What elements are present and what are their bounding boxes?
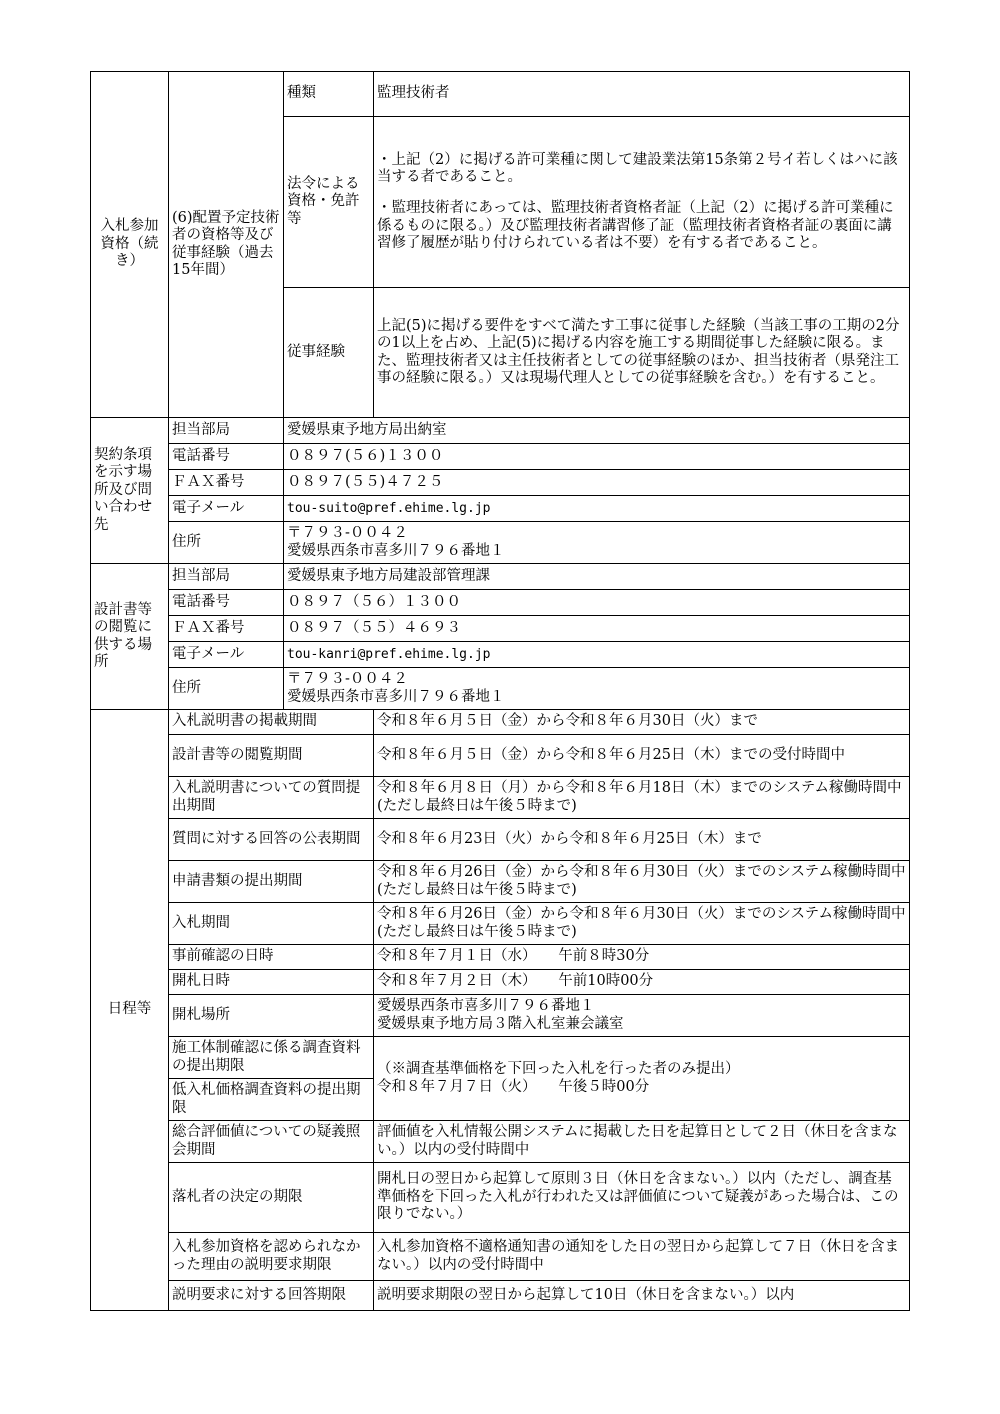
contract-dept-value: 愛媛県東予地方局出納室 (284, 418, 910, 444)
kind-label: 種類 (284, 72, 374, 117)
schedule-row-label: 説明要求に対する回答期限 (169, 1281, 374, 1311)
contract-postal-code: 〒７９３-００４２ (287, 525, 408, 542)
design-address-line: 愛媛県西条市喜多川７９６番地１ (287, 688, 505, 705)
schedule-row-label: 入札参加資格を認められなかった理由の説明要求期限 (169, 1233, 374, 1281)
survey-deadline: 令和８年７月７日（火） 午後５時00分 (377, 1078, 650, 1095)
design-address-label: 住所 (169, 668, 284, 710)
contract-email-label: 電子メール (169, 496, 284, 522)
schedule-row-label: 入札説明書の掲載期間 (169, 710, 374, 735)
bidding-sub-label: (6)配置予定技術者の資格等及び従事経験（過去15年間） (169, 72, 284, 418)
contract-email-value[interactable]: tou-suito@pref.ehime.lg.jp (284, 496, 910, 522)
contract-address-value (284, 522, 910, 564)
schedule-row-label: 開札日時 (169, 970, 374, 995)
contract-phone-value: ０８９７(５６)１３００ (284, 444, 910, 470)
experience-label: 従事経験 (284, 288, 374, 418)
contract-fax-label: ＦＡＸ番号 (169, 470, 284, 496)
schedule-row-value: 説明要求期限の翌日から起算して10日（休日を含まない。）以内 (374, 1281, 910, 1311)
law-para-2: ・監理技術者にあっては、監理技術者資格者証（上記（2）に掲げる許可業種に係るものに限る。）及び監理技術者講習修了証（監理技術者資格者証の裏面に講習修了履歴が貼り付けられている者は不要）を有する者であること。 (377, 200, 894, 252)
contract-fax-value: ０８９７(５５)４７２５ (284, 470, 910, 496)
notice-table (90, 71, 910, 1311)
design-phone-value: ０８９７（５６）１３００ (284, 590, 910, 616)
schedule-row-value: 入札参加資格不適格通知書の通知をした日の翌日から起算して７日（休日を含まない。）以内の受付時間中 (374, 1233, 910, 1281)
bidding-section-label: 入札参加資格（続き） (91, 72, 169, 418)
design-fax-label: ＦＡＸ番号 (169, 616, 284, 642)
contract-section-label: 契約条項を示す場所及び問い合わせ先 (91, 418, 169, 564)
design-dept-value: 愛媛県東予地方局建設部管理課 (284, 564, 910, 590)
law-para-1: ・上記（2）に掲げる許可業種に関して建設業法第15条第２号イ若しくはハに該当する者であること。 (377, 151, 898, 185)
design-phone-label: 電話番号 (169, 590, 284, 616)
schedule-row-label: 入札説明書についての質問提出期間 (169, 777, 374, 819)
design-address-value (284, 668, 910, 710)
opening-place-line-2: 愛媛県東予地方局３階入札室兼会議室 (377, 1015, 624, 1032)
schedule-row-label: 総合評価値についての疑義照会期間 (169, 1121, 374, 1163)
design-email-value[interactable]: tou-kanri@pref.ehime.lg.jp (284, 642, 910, 668)
schedule-section-label: 日程等 (91, 710, 169, 1311)
contract-dept-label: 担当部局 (169, 418, 284, 444)
schedule-row-label: 事前確認の日時 (169, 945, 374, 970)
schedule-row-value: 令和８年６月26日（金）から令和８年６月30日（火）までのシステム稼働時間中(ただし最終日は午後５時まで) (374, 861, 910, 903)
schedule-row-value: 令和８年７月１日（水） 午前８時30分 (374, 945, 910, 970)
opening-place-line-1: 愛媛県西条市喜多川７９６番地１ (377, 998, 595, 1015)
schedule-row-label: 開札場所 (169, 995, 374, 1037)
schedule-row-value: 評価値を入札情報公開システムに掲載した日を起算日として２日（休日を含まない。）以内の受付時間中 (374, 1121, 910, 1163)
survey-note: （※調査基準価格を下回った入札を行った者のみ提出） (377, 1061, 740, 1078)
survey-value (374, 1037, 910, 1121)
kind-value: 監理技術者 (374, 72, 910, 117)
design-dept-label: 担当部局 (169, 564, 284, 590)
schedule-row-label: 落札者の決定の期限 (169, 1163, 374, 1233)
schedule-row-label: 入札期間 (169, 903, 374, 945)
schedule-row-value (374, 995, 910, 1037)
schedule-row-value: 令和８年６月５日（金）から令和８年６月30日（火）まで (374, 710, 910, 735)
schedule-row-label: 質問に対する回答の公表期間 (169, 819, 374, 861)
experience-value: 上記(5)に掲げる要件をすべて満たす工事に従事した経験（当該工事の工期の2分の1以上を占め、上記(5)に掲げる内容を施工する期間従事した経験に限る。また、監理技術者又は主任技術者としての従事経験のほか、担当技術者（県発注工事の経験に限る。）又は現場代理人としての従事経験を含む。）を有すること。 (374, 288, 910, 418)
contract-address-label: 住所 (169, 522, 284, 564)
design-postal-code: 〒７９３-００４２ (287, 671, 408, 688)
schedule-row-value: 令和８年６月５日（金）から令和８年６月25日（木）までの受付時間中 (374, 735, 910, 777)
schedule-row-label: 申請書類の提出期間 (169, 861, 374, 903)
survey-label-2: 低入札価格調査資料の提出期限 (169, 1079, 374, 1121)
schedule-row-value: 令和８年７月２日（木） 午前10時00分 (374, 970, 910, 995)
design-section-label: 設計書等の閲覧に供する場所 (91, 564, 169, 710)
contract-address-line: 愛媛県西条市喜多川７９６番地１ (287, 542, 505, 559)
design-fax-value: ０８９７（５５）４６９３ (284, 616, 910, 642)
law-label: 法令による資格・免許等 (284, 117, 374, 288)
contract-phone-label: 電話番号 (169, 444, 284, 470)
law-value (374, 117, 910, 288)
schedule-row-value: 令和８年６月８日（月）から令和８年６月18日（木）までのシステム稼働時間中(ただし最終日は午後５時まで) (374, 777, 910, 819)
schedule-row-value: 開札日の翌日から起算して原則３日（休日を含まない。）以内（ただし、調査基準価格を下回った入札が行われた又は評価値について疑義があった場合は、この限りでない。） (374, 1163, 910, 1233)
schedule-row-value: 令和８年６月23日（火）から令和８年６月25日（木）まで (374, 819, 910, 861)
survey-label-1: 施工体制確認に係る調査資料の提出期限 (169, 1037, 374, 1079)
schedule-row-value: 令和８年６月26日（金）から令和８年６月30日（火）までのシステム稼働時間中(ただし最終日は午後５時まで) (374, 903, 910, 945)
design-email-label: 電子メール (169, 642, 284, 668)
schedule-row-label: 設計書等の閲覧期間 (169, 735, 374, 777)
